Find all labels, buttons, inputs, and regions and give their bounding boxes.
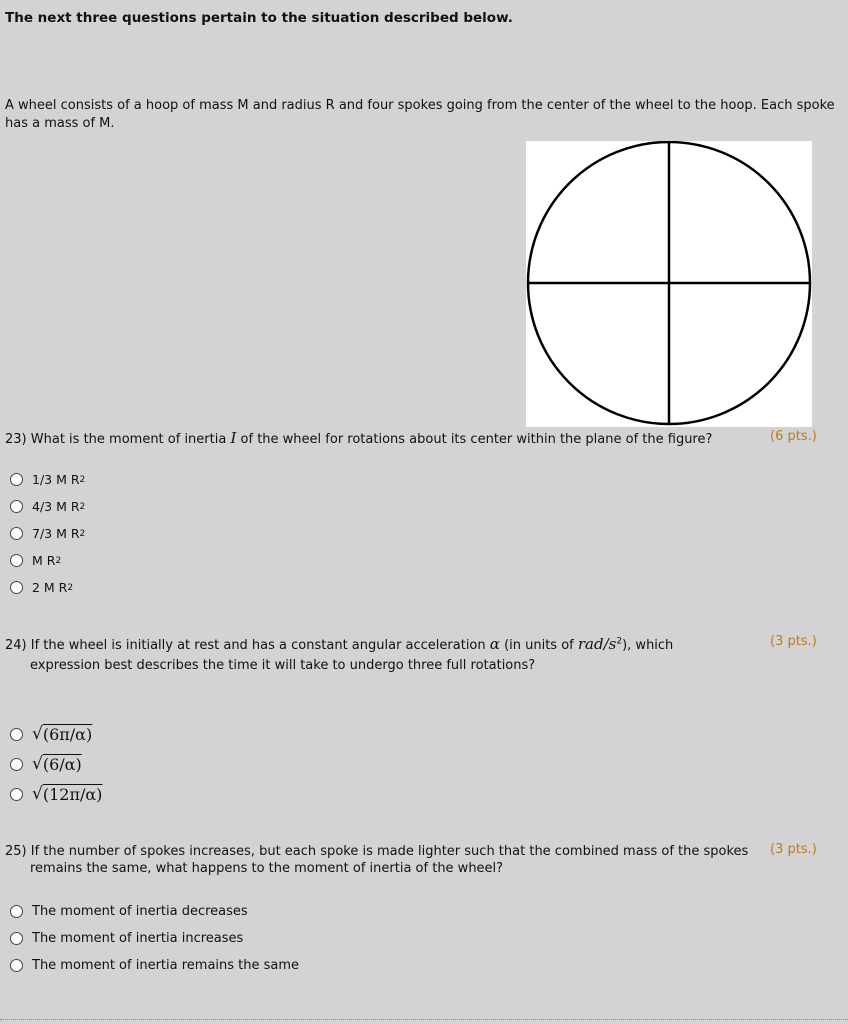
- option-label: 7/3 M R: [32, 526, 80, 541]
- radio-button[interactable]: [10, 959, 23, 972]
- question-23-text-before: What is the moment of inertia: [30, 432, 227, 447]
- q25-option-1[interactable]: [10, 904, 248, 919]
- q23-option-1[interactable]: 1/3 M R 2: [10, 472, 85, 487]
- radio-button[interactable]: [10, 554, 23, 567]
- q23-option-3[interactable]: 7/3 M R 2: [10, 526, 85, 541]
- option-label: M R: [32, 553, 56, 568]
- radio-button[interactable]: [10, 500, 23, 513]
- units: rad/s: [577, 635, 617, 653]
- question-24-text-b: (in units of: [504, 638, 574, 653]
- question-23-number: 23): [5, 432, 27, 447]
- question-25-text-a: If the number of spokes increases, but each spoke is made lighter such that the combined mass of the spokes: [30, 844, 749, 859]
- question-25-line2: remains the same, what happens to the moment of inertia of the wheel?: [30, 861, 504, 876]
- option-label: 4/3 M R: [32, 499, 80, 514]
- question-25-points: (3 pts.): [770, 842, 817, 857]
- radio-button[interactable]: [10, 473, 23, 486]
- radio-button[interactable]: [10, 788, 23, 801]
- sqrt-icon: √: [32, 754, 43, 774]
- q24-option-1[interactable]: [10, 724, 92, 744]
- radio-button[interactable]: [10, 905, 23, 918]
- inertia-symbol: I: [230, 429, 237, 447]
- question-24-text: [5, 634, 745, 676]
- question-23-points: (6 pts.): [770, 429, 817, 444]
- q23-option-2[interactable]: 4/3 M R 2: [10, 499, 85, 514]
- option-label: The moment of inertia increases: [32, 931, 244, 946]
- radio-button[interactable]: [10, 527, 23, 540]
- section-header: The next three questions pertain to the situation described below.: [5, 10, 513, 26]
- sqrt-icon: √: [32, 724, 43, 744]
- radio-button[interactable]: [10, 581, 23, 594]
- page-divider: [0, 1019, 848, 1020]
- q25-option-3[interactable]: [10, 958, 299, 973]
- option-label: The moment of inertia decreases: [32, 904, 248, 919]
- question-24-number: 24): [5, 638, 27, 653]
- q25-option-2[interactable]: [10, 931, 243, 946]
- radio-button[interactable]: [10, 728, 23, 741]
- option-expression: (12π/α): [42, 784, 103, 804]
- question-23-text-after: of the wheel for rotations about its center within the plane of the figure?: [240, 432, 713, 447]
- question-24-points: (3 pts.): [770, 634, 817, 649]
- q24-option-3[interactable]: [10, 784, 102, 804]
- radio-button[interactable]: [10, 932, 23, 945]
- question-24-line2: expression best describes the time it will take to undergo three full rotations?: [30, 658, 536, 673]
- option-expression: (6π/α): [42, 724, 93, 744]
- radio-button[interactable]: [10, 758, 23, 771]
- q24-option-2[interactable]: [10, 754, 82, 774]
- option-label: The moment of inertia remains the same: [32, 958, 300, 973]
- question-25-text: [5, 842, 775, 879]
- alpha-symbol: α: [489, 635, 500, 653]
- option-expression: (6/α): [42, 754, 82, 774]
- units-exponent: 2: [616, 636, 623, 647]
- question-24-text-c: ), which: [622, 638, 674, 653]
- sqrt-icon: √: [32, 784, 43, 804]
- question-23-text: [5, 428, 765, 450]
- scenario-text: A wheel consists of a hoop of mass M and radius R and four spokes going from the center of the wheel to the hoop. Each spoke has a mass of M.: [5, 98, 835, 131]
- wheel-figure: [526, 141, 812, 427]
- wheel-diagram: [526, 141, 812, 427]
- option-label: 1/3 M R: [32, 472, 80, 487]
- q23-option-5[interactable]: 2 M R 2: [10, 580, 73, 595]
- question-25-number: 25): [5, 844, 27, 859]
- q23-option-4[interactable]: M R 2: [10, 553, 61, 568]
- question-24-text-a: If the wheel is initially at rest and has a constant angular acceleration: [30, 638, 486, 653]
- option-label: 2 M R: [32, 580, 68, 595]
